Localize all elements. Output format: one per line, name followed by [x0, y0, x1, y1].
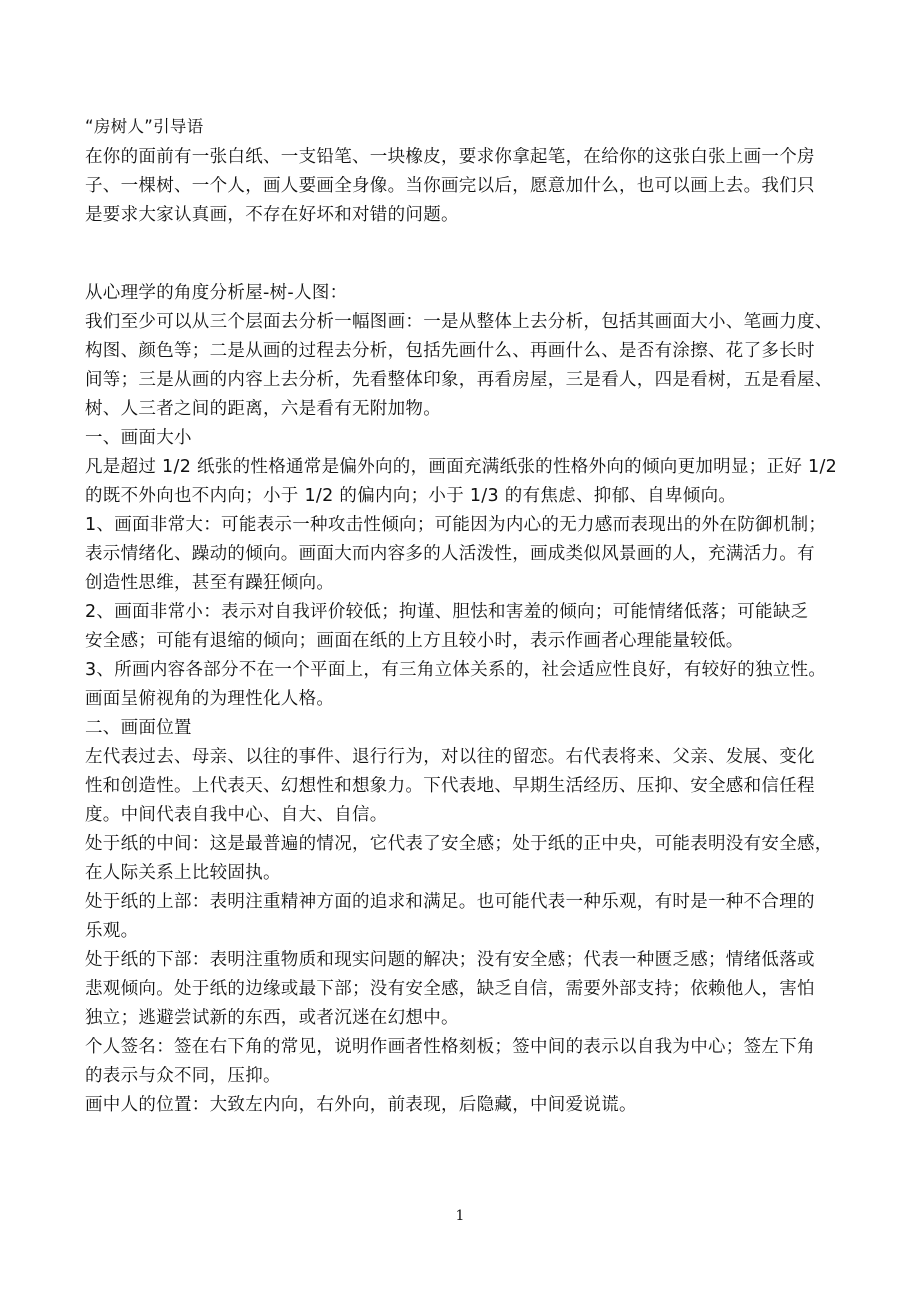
text-line: 在你的面前有一张白纸、一支铅笔、一块橡皮，要求你拿起笔，在给你的这张白张上画一个房 — [85, 147, 815, 167]
text-line: 在人际关系上比较固执。 — [85, 863, 281, 883]
document-page — [85, 112, 840, 1120]
analysis-paragraph — [85, 308, 840, 424]
page-number: 1 — [455, 1208, 465, 1224]
text-line: 度。中间代表自我中心、自大、自信。 — [85, 805, 388, 825]
text-line: 1、画面非常大：可能表示一种攻击性倾向；可能因为内心的无力感而表现出的外在防御机制； — [85, 515, 827, 535]
text-line: 的表示与众不同，压抑。 — [85, 1066, 281, 1086]
text-line: 子、一棵树、一个人，画人要画全身像。当你画完以后，愿意加什么，也可以画上去。我们只 — [85, 176, 815, 196]
text-line: 乐观。 — [85, 921, 139, 941]
section-heading-size: 一、画面大小 — [85, 428, 192, 448]
text-line: 悲观倾向。处于纸的边缘或最下部；没有安全感，缺乏自信，需要外部支持；依赖他人，害怕 — [85, 979, 815, 999]
section-size-body — [85, 453, 840, 714]
text-line: 构图、颜色等；二是从画的过程去分析，包括先画什么、再画什么、是否有涂擦、花了多长时 — [85, 341, 815, 361]
text-line: 独立；逃避尝试新的东西，或者沉迷在幻想中。 — [85, 1008, 459, 1028]
text-line: 左代表过去、母亲、以往的事件、退行行为，对以往的留恋。右代表将来、父亲、发展、变化 — [85, 747, 815, 767]
text-line: 的既不外向也不内向；小于 1/2 的偏内向；小于 1/3 的有焦虑、抑郁、自卑倾向。 — [85, 486, 737, 506]
text-line: 个人签名：签在右下角的常见，说明作画者性格刻板；签中间的表示以自我为中心；签左下角 — [85, 1037, 815, 1057]
text-line: 性和创造性。上代表天、幻想性和想象力。下代表地、早期生活经历、压抑、安全感和信任程 — [85, 776, 815, 796]
text-line: 凡是超过 1/2 纸张的性格通常是偏外向的，画面充满纸张的性格外向的倾向更加明显；正好 1/2 — [85, 457, 838, 477]
text-line: 处于纸的中间：这是最普遍的情况，它代表了安全感；处于纸的正中央，可能表明没有安全感， — [85, 834, 833, 854]
text-line: 我们至少可以从三个层面去分析一幅图画：一是从整体上去分析，包括其画面大小、笔画力度、 — [85, 312, 833, 332]
spacer — [85, 230, 840, 259]
spacer — [85, 259, 840, 279]
text-line: 2、画面非常小：表示对自我评价较低；拘谨、胆怯和害羞的倾向；可能情绪低落；可能缺乏 — [85, 602, 809, 622]
text-line: 处于纸的下部：表明注重物质和现实问题的解决；没有安全感；代表一种匮乏感；情绪低落或 — [85, 950, 815, 970]
analysis-heading: 从心理学的角度分析屋-树-人图： — [85, 283, 348, 303]
text-line: 画中人的位置：大致左内向，右外向，前表现，后隐藏，中间爱说谎。 — [85, 1095, 637, 1115]
text-line: 安全感；可能有退缩的倾向；画面在纸的上方且较小时，表示作画者心理能量较低。 — [85, 631, 744, 651]
text-line: 3、所画内容各部分不在一个平面上，有三角立体关系的，社会适应性良好，有较好的独立性。 — [85, 660, 827, 680]
text-line: 间等；三是从画的内容上去分析，先看整体印象，再看房屋，三是看人，四是看树，五是看屋、 — [85, 370, 833, 390]
text-line: 处于纸的上部：表明注重精神方面的追求和满足。也可能代表一种乐观，有时是一种不合理的 — [85, 892, 815, 912]
text-line: 画面呈俯视角的为理性化人格。 — [85, 689, 335, 709]
text-line: 是要求大家认真画，不存在好坏和对错的问题。 — [85, 205, 459, 225]
text-line: 表示情绪化、躁动的倾向。画面大而内容多的人活泼性，画成类似风景画的人，充满活力。有 — [85, 544, 815, 564]
text-line: 树、人三者之间的距离，六是看有无附加物。 — [85, 399, 441, 419]
intro-paragraph — [85, 143, 840, 230]
document-title: “房树人”引导语 — [85, 117, 204, 136]
section-position-body — [85, 743, 840, 1120]
text-line: 创造性思维，甚至有躁狂倾向。 — [85, 573, 335, 593]
section-heading-position: 二、画面位置 — [85, 718, 192, 738]
